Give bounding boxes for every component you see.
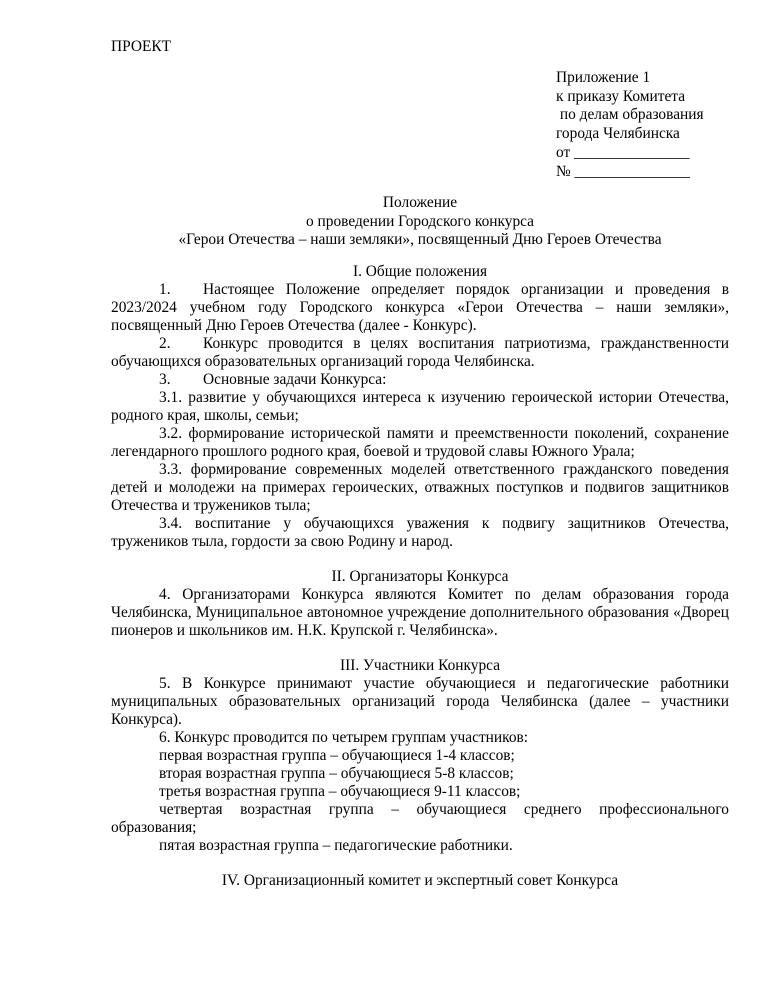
group-item: пятая возрастная группа – педагогические работники. bbox=[159, 837, 513, 854]
group-item: третья возрастная группа – обучающиеся 9-11 классов; bbox=[159, 783, 521, 800]
group-item: четвертая возрастная группа – обучающиеся среднего профессионального образования; bbox=[111, 801, 729, 836]
numbered-paragraph bbox=[111, 281, 729, 335]
title-line: «Герои Отечества – наши земляки», посвященный Дню Героев Отечества bbox=[178, 231, 662, 249]
appendix-line: по делам образования bbox=[556, 106, 704, 124]
paragraph-text: Конкурс проводится в целях воспитания патриотизма, гражданственности обучающихся образовательных организаций города Челябинска. bbox=[111, 335, 729, 370]
numbered-paragraph bbox=[111, 371, 729, 389]
appendix-line: к приказу Комитета bbox=[556, 87, 686, 105]
appendix-line: Приложение 1 bbox=[556, 69, 651, 86]
paragraph-number: 2. bbox=[159, 335, 171, 352]
section-heading: II. Организаторы Конкурса bbox=[331, 568, 509, 585]
paragraph: 6. Конкурс проводится по четырем группам участников: bbox=[159, 729, 529, 746]
task-paragraph: 3.3. формирование современных моделей ответственного гражданского поведения детей и молодежи на примерах героических, отважных поступков и подвигов защитников Отечества и тружеников тыла; bbox=[111, 461, 729, 514]
appendix-date-line: от _______________ bbox=[556, 143, 690, 161]
section-heading: III. Участники Конкурса bbox=[339, 657, 501, 674]
draft-label: ПРОЕКТ bbox=[111, 38, 172, 55]
task-paragraph: 3.4. воспитание у обучающихся уважения к подвигу защитников Отечества, тружеников тыла, гордости за свою Родину и народ. bbox=[111, 515, 729, 550]
task-paragraph: 3.1. развитие у обучающихся интереса к изучению героической истории Отечества, родного края, школы, семьи; bbox=[111, 389, 729, 424]
title-line: Положение bbox=[382, 194, 458, 211]
paragraph-text: Основные задачи Конкурса: bbox=[203, 371, 387, 388]
group-item: вторая возрастная группа – обучающиеся 5-8 классов; bbox=[159, 765, 514, 782]
group-item: первая возрастная группа – обучающиеся 1-4 классов; bbox=[159, 747, 515, 764]
task-paragraph: 3.2. формирование исторической памяти и преемственности поколений, сохранение легендарного прошлого родного края, боевой и трудовой славы Южного Урала; bbox=[111, 425, 729, 460]
paragraph: 4. Организаторами Конкурса являются Комитет по делам образования города Челябинска, Муниципальное автономное учреждение дополнительного образования «Дворец пионеров и школьников им. Н.К. Крупской г. Челябинска». bbox=[111, 586, 729, 639]
document-title bbox=[111, 194, 729, 250]
appendix-block bbox=[556, 69, 704, 181]
document-body bbox=[111, 263, 729, 890]
numbered-paragraph bbox=[111, 335, 729, 371]
appendix-number-line: № _______________ bbox=[556, 162, 690, 180]
section-heading: I. Общие положения bbox=[352, 263, 488, 280]
title-line: о проведении Городского конкурса bbox=[305, 212, 535, 230]
paragraph: 5. В Конкурсе принимают участие обучающиеся и педагогические работники муниципальных образовательных организаций города Челябинска (далее – участники Конкурса). bbox=[111, 675, 729, 728]
section-heading: IV. Организационный комитет и экспертный совет Конкурса bbox=[221, 872, 619, 889]
paragraph-number: 3. bbox=[159, 371, 171, 388]
paragraph-text: Настоящее Положение определяет порядок организации и проведения в 2023/2024 учебном году Городского конкурса «Герои Отечества – наши земляки», посвященный Дню Героев Отечества (далее - Конкурс). bbox=[111, 281, 729, 334]
paragraph-number: 1. bbox=[159, 281, 171, 298]
appendix-line: города Челябинска bbox=[556, 125, 680, 143]
